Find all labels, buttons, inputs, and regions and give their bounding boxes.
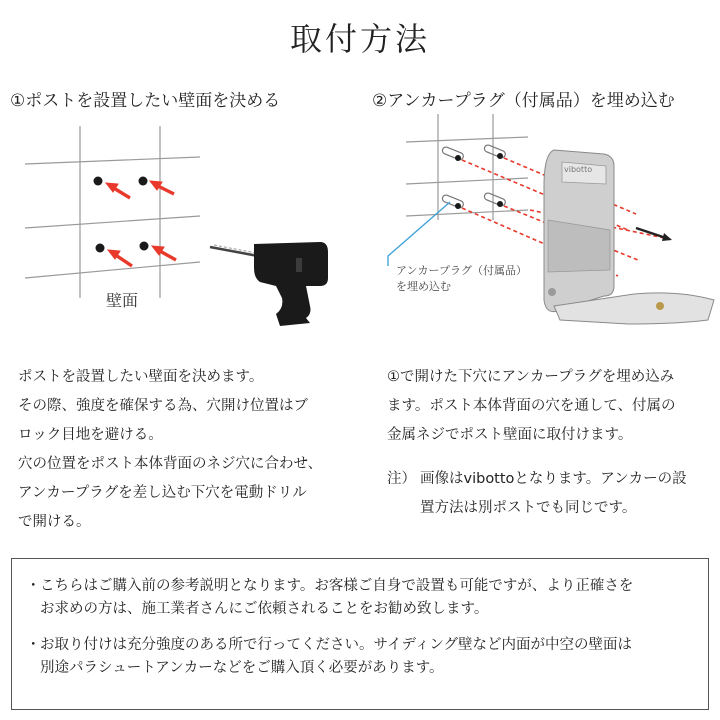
step2-note — [387, 465, 717, 523]
note-prefix: 注） — [387, 471, 416, 487]
drill-hole — [96, 244, 105, 253]
text-line: 置方法は別ポストでも同じです。 — [420, 500, 637, 516]
text-line: お求めの方は、施工業者さんにご依頼されることをお勧め致します。 — [40, 601, 489, 617]
power-drill-icon — [210, 242, 328, 326]
text-line: ロック目地を避ける。 — [18, 427, 163, 443]
text-line: その際、強度を確保する為、穴開け位置はブ — [18, 398, 308, 414]
text-line: ポストを設置したい壁面を決めます。 — [18, 369, 264, 385]
wall-grid — [25, 126, 200, 298]
text-line: で開ける。 — [18, 514, 91, 530]
anchor-plugs — [441, 144, 506, 209]
bullet: ・ — [26, 578, 41, 594]
blue-callout-line — [388, 202, 450, 266]
anchor-install-diagram — [378, 110, 718, 340]
bullet: ・ — [26, 637, 41, 653]
step2-description — [387, 363, 717, 450]
text-line: こちらはご購入前の参考説明となります。お客様ご自身で設置も可能ですが、より正確さを — [40, 578, 634, 594]
text-line: ます。ポスト本体背面の穴を通して、付属の — [387, 398, 676, 414]
mailbox-post — [544, 150, 714, 324]
wall-drilling-diagram — [10, 118, 360, 348]
step1-illustration — [10, 118, 360, 348]
drill-hole — [94, 177, 103, 186]
lock-icon — [656, 302, 664, 310]
notice-box — [11, 558, 709, 710]
step1-description — [18, 363, 358, 537]
post-brand-label: vibotto — [564, 165, 593, 174]
callout-label-line1: アンカープラグ（付属品） — [396, 264, 528, 277]
drill-hole — [140, 242, 149, 251]
drill-holes — [94, 177, 149, 253]
notice-item — [26, 634, 694, 680]
text-line: アンカープラグを差し込む下穴を電動ドリル — [18, 485, 307, 501]
step1-heading: ①ポストを設置したい壁面を決める — [10, 91, 281, 111]
text-line: 画像はvibottoとなります。アンカーの設 — [420, 471, 687, 487]
notice-item — [26, 575, 694, 621]
wall-grid — [406, 114, 528, 220]
text-line: 穴の位置をポスト本体背面のネジ穴に合わせ、 — [18, 456, 323, 472]
red-arrows — [106, 181, 176, 266]
text-line: 別途パラシュートアンカーなどをご購入頂く必要があります。 — [40, 660, 444, 676]
screw-icon — [636, 228, 672, 241]
drill-hole — [139, 177, 148, 186]
step2-illustration — [378, 110, 718, 340]
step2-heading: ②アンカープラグ（付属品）を埋め込む — [372, 91, 675, 111]
text-line: 金属ネジでポスト壁面に取付けます。 — [387, 427, 633, 443]
callout-label-line2: を埋め込む — [396, 280, 451, 293]
wall-label: 壁面 — [106, 291, 139, 310]
text-line: ①で開けた下穴にアンカープラグを埋め込み — [387, 369, 675, 385]
page-title: 取付方法 — [289, 20, 430, 58]
text-line: お取り付けは充分強度のある所で行ってください。サイディング壁など内面が中空の壁面は — [40, 637, 633, 653]
